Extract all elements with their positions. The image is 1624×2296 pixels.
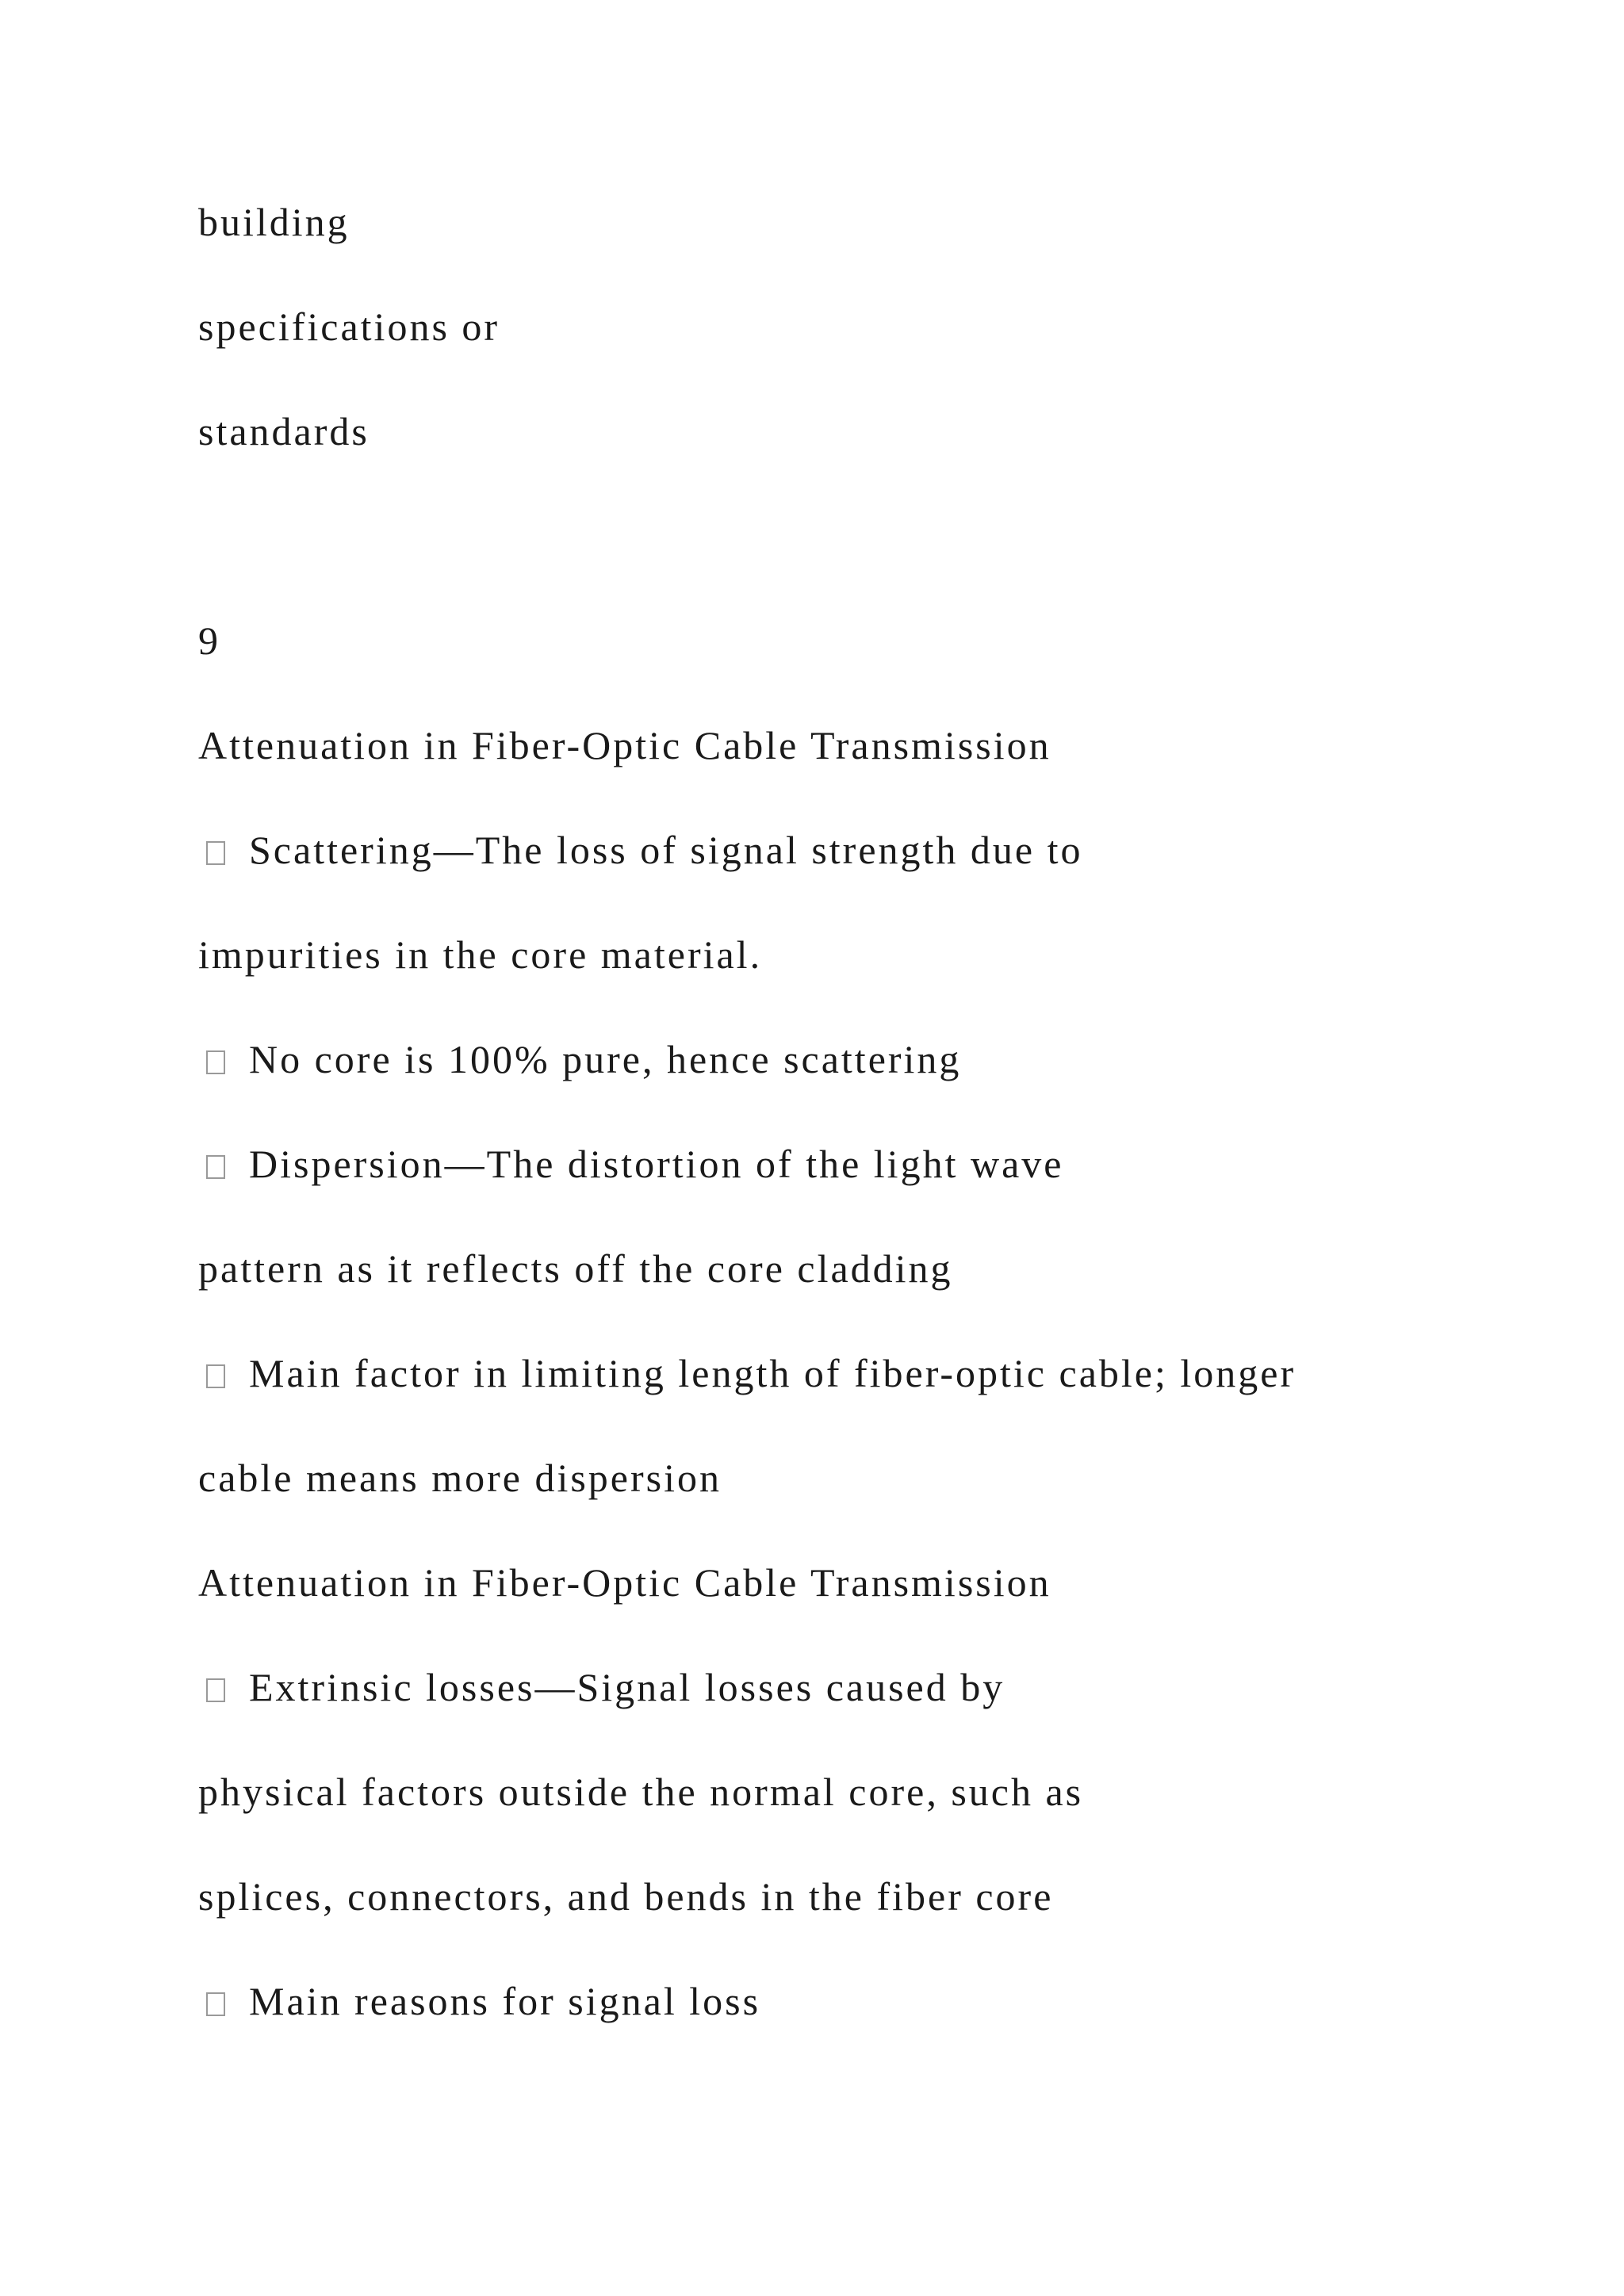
bullet-text: No core is 100% pure, hence scattering	[249, 1037, 962, 1081]
missing-glyph-box-icon	[206, 841, 225, 865]
bullet-item	[198, 1667, 1005, 1707]
bullet-item	[198, 1039, 961, 1079]
missing-glyph-box-icon	[206, 1155, 225, 1179]
bullet-item	[198, 830, 1083, 870]
missing-glyph-box-icon	[206, 1678, 225, 1702]
bullet-text: Extrinsic losses—Signal losses caused by	[249, 1665, 1005, 1709]
bullet-text: Dispersion—The distortion of the light wave	[249, 1142, 1064, 1186]
bullet-continuation: physical factors outside the normal core, such as	[198, 1770, 1084, 1814]
bullet-continuation: splices, connectors, and bends in the fiber core	[198, 1874, 1054, 1919]
section-heading: Attenuation in Fiber-Optic Cable Transmission	[198, 723, 1051, 767]
missing-glyph-box-icon	[206, 1992, 225, 2016]
bullet-continuation: cable means more dispersion	[198, 1456, 722, 1500]
bullet-text: Main factor in limiting length of fiber-optic cable; longer	[249, 1351, 1297, 1395]
intro-line: building	[198, 200, 350, 244]
bullet-text: Main reasons for signal loss	[249, 1979, 761, 2023]
missing-glyph-box-icon	[206, 1050, 225, 1074]
page-number: 9	[198, 618, 220, 663]
bullet-continuation: impurities in the core material.	[198, 932, 763, 977]
section-heading: Attenuation in Fiber-Optic Cable Transmission	[198, 1560, 1051, 1605]
bullet-item	[198, 1353, 1296, 1393]
bullet-item	[198, 1144, 1063, 1184]
intro-line: standards	[198, 409, 370, 453]
intro-line: specifications or	[198, 304, 500, 349]
bullet-text: Scattering—The loss of signal strength due to	[249, 828, 1083, 872]
bullet-continuation: pattern as it reflects off the core cladding	[198, 1246, 953, 1291]
missing-glyph-box-icon	[206, 1364, 225, 1388]
bullet-item	[198, 1981, 760, 2021]
